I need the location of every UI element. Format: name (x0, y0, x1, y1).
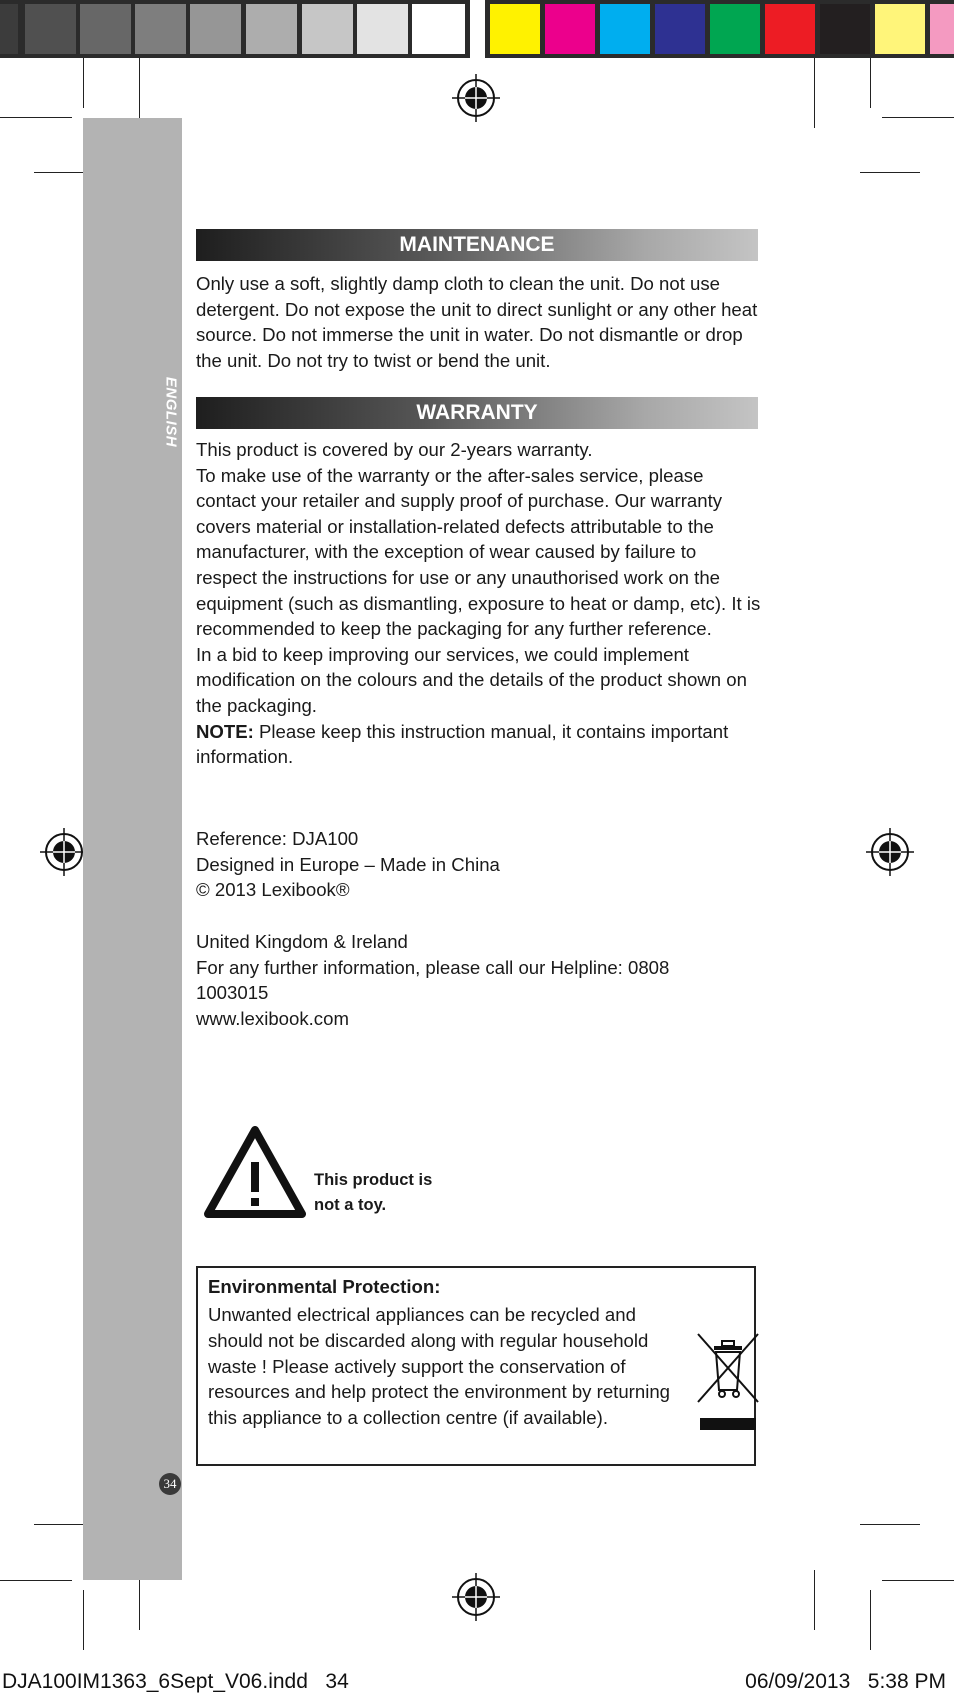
note-text: Please keep this instruction manual, it contains important information. (196, 720, 729, 768)
registration-mark-bottom (452, 1573, 500, 1621)
registration-mark-right (866, 828, 914, 876)
warranty-note (196, 719, 762, 770)
gray-swatch (246, 4, 297, 54)
maintenance-heading: MAINTENANCE (196, 229, 758, 261)
warning-text (314, 1168, 474, 1218)
color-swatch (655, 4, 705, 54)
environment-text: Unwanted electrical appliances can be recycled and should not be discarded along with regular household waste ! Please actively support the conservation of resources and help protect the environment by returning this appliance to a collection centre (if available). (208, 1304, 671, 1429)
warranty-body (196, 437, 762, 770)
product-reference: Reference: DJA100 (196, 828, 359, 849)
maintenance-text: Only use a soft, slightly damp cloth to clean the unit. Do not use detergent. Do not expose the unit to direct sunlight or any other heat source. Do not immerse the unit in water. Do not dismantle or drop the unit. Do not try to twist or bend the unit. (196, 273, 758, 371)
environmental-protection-box (196, 1266, 756, 1466)
color-swatch (875, 4, 925, 54)
registration-mark-top (452, 74, 500, 122)
color-swatch (710, 4, 760, 54)
color-swatch (600, 4, 650, 54)
gray-swatch (357, 4, 408, 54)
gray-swatch (135, 4, 186, 54)
contact-website[interactable]: www.lexibook.com (196, 1007, 349, 1029)
warranty-terms: To make use of the warranty or the after-sales service, please contact your retailer and supply proof of purchase. Our warranty covers material or installation-related defects attributable to the manufacturer, with the exception of wear caused by failure to respect the instructions for use or any unauthorised work on the equipment (such as dismantling, exposure to heat or damp, etc). It is recommended to keep the packaging for any further reference. (196, 464, 761, 640)
language-label: ENGLISH (162, 376, 180, 448)
product-copyright: © 2013 Lexibook® (196, 879, 350, 901)
warranty-modifications: In a bid to keep improving our services, we could implement modification on the colours and the details of the product shown on the packaging. (196, 643, 747, 716)
warranty-coverage: This product is covered by our 2-years warranty. (196, 439, 593, 460)
color-swatch (930, 4, 954, 54)
footer-file-name: DJA100IM1363_6Sept_V06.indd 34 (2, 1670, 349, 1693)
warranty-heading: WARRANTY (196, 397, 758, 429)
gray-swatch (25, 4, 76, 54)
color-swatch (490, 4, 540, 54)
contact-info (196, 929, 716, 1031)
language-sidebar (83, 118, 182, 1580)
contact-region: United Kingdom & Ireland (196, 931, 408, 952)
gray-swatch (0, 4, 18, 54)
grayscale-calibration-bar (0, 0, 470, 58)
gray-swatch (80, 4, 131, 54)
color-calibration-bar (485, 0, 954, 58)
note-label: NOTE: (196, 720, 254, 742)
color-swatch (545, 4, 595, 54)
warning-triangle-icon (204, 1126, 306, 1220)
warning-line-2: not a toy. (314, 1196, 387, 1214)
product-info (196, 826, 762, 903)
footer-time: 5:38 PM (867, 1670, 946, 1693)
contact-helpline: For any further information, please call our Helpline: 0808 1003015 (196, 956, 670, 1004)
registration-mark-left (40, 828, 88, 876)
color-swatch (765, 4, 815, 54)
gray-swatch (302, 4, 353, 54)
footer-date: 06/09/2013 (745, 1670, 851, 1693)
gray-swatch (412, 4, 465, 54)
gray-swatch (190, 4, 241, 54)
footer-timestamp (745, 1670, 946, 1694)
color-swatch (820, 4, 870, 54)
warning-line-1: This product is (314, 1171, 433, 1189)
environment-title: Environmental Protection: (208, 1276, 441, 1297)
page-number: 34 (159, 1473, 181, 1495)
product-origin: Designed in Europe – Made in China (196, 853, 500, 875)
crossed-out-bin-icon (694, 1332, 762, 1432)
